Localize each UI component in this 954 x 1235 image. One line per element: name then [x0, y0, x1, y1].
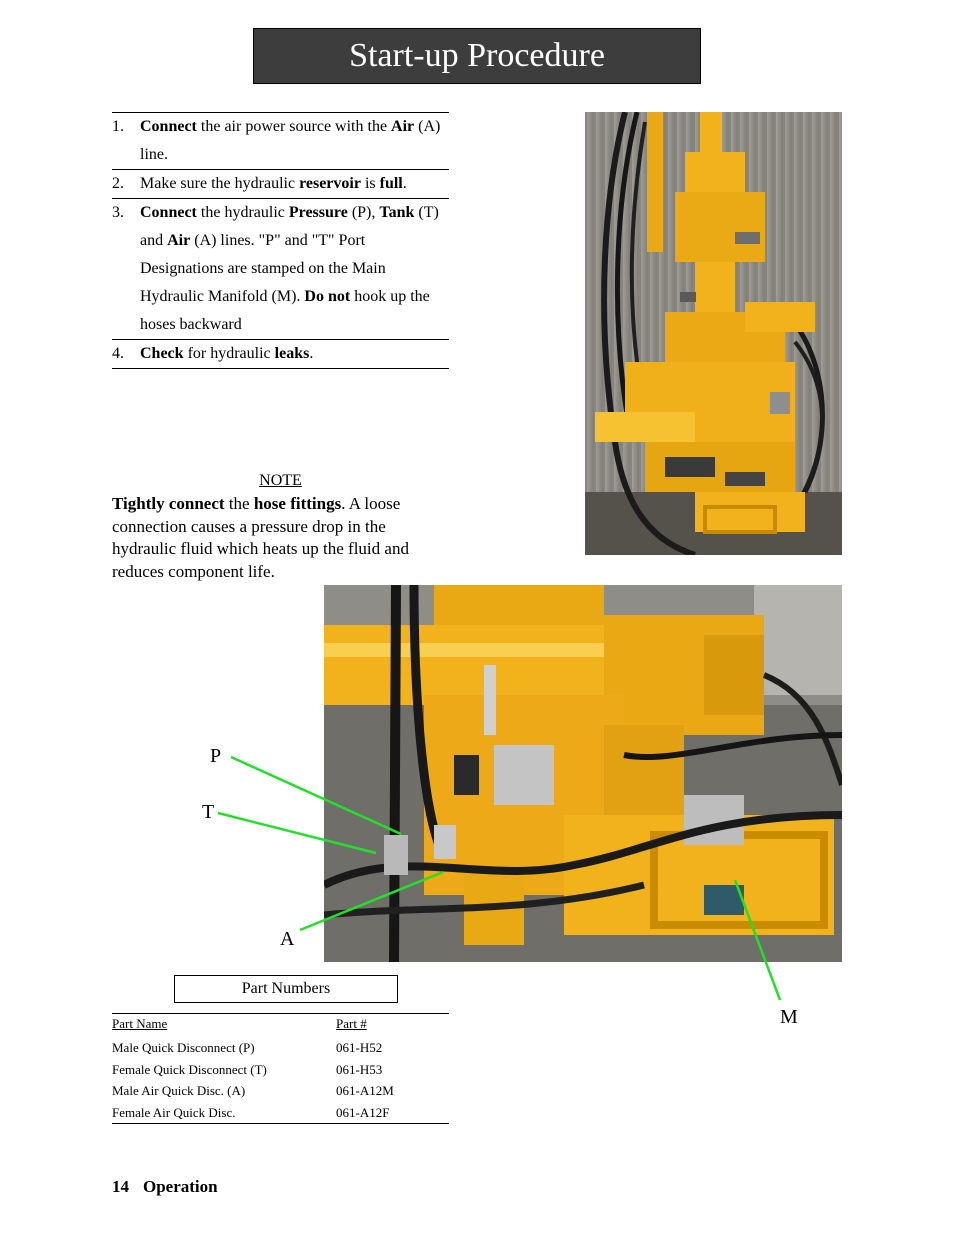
emphasized-text: Pressure [288, 204, 348, 221]
part-number: 061-A12F [336, 1104, 390, 1120]
parts-table [112, 1013, 449, 1124]
part-name: Male Air Quick Disc. (A) [112, 1083, 246, 1098]
callout-label-p: P [210, 745, 222, 767]
section-name: Operation [143, 1177, 218, 1196]
text-run: hook up the hoses backward [140, 288, 430, 333]
emphasized-text: Connect [140, 118, 197, 135]
text-run: (A) lines. "P" and "T" Port Designations are stamped on the Main Hydraulic Manifold (M). [140, 232, 386, 305]
callout-label-a: A [280, 928, 295, 950]
procedure-step [112, 170, 449, 199]
step-number: 2. [112, 175, 124, 192]
note-heading: NOTE [259, 472, 302, 489]
text-run: . [309, 345, 314, 362]
step-number: 4. [112, 345, 124, 362]
emphasized-text: reservoir [299, 175, 361, 192]
part-number: 061-H53 [336, 1061, 383, 1077]
step-text [140, 113, 449, 169]
emphasized-text: full [379, 175, 403, 192]
emphasized-text: Connect [140, 204, 197, 221]
page-footer [112, 1176, 218, 1198]
note-body [112, 493, 452, 583]
procedure-step [112, 199, 449, 340]
parts-table-header [112, 1015, 449, 1032]
procedure-step [112, 340, 449, 369]
procedure-steps [112, 112, 449, 369]
part-number: 061-A12M [336, 1083, 394, 1098]
emphasized-text: Air [167, 232, 191, 249]
emphasized-text: leaks [274, 345, 310, 362]
text-run: (T) and [140, 204, 439, 249]
emphasized-text: Air [391, 118, 415, 135]
emphasized-text: hose fittings [253, 494, 342, 513]
emphasized-text: Do not [304, 288, 351, 305]
part-numbers-label: Part Numbers [174, 975, 398, 1003]
text-run: is [360, 175, 380, 192]
emphasized-text: Tank [379, 204, 415, 221]
drill-assembly-illustration [585, 112, 842, 555]
text-run: the hydraulic [196, 204, 289, 221]
text-run: (P), [347, 204, 380, 221]
text-run: . [402, 175, 407, 192]
part-name: Male Quick Disconnect (P) [112, 1040, 255, 1055]
table-row [112, 1080, 449, 1102]
text-run: the air power source with the [196, 118, 392, 135]
manifold-photo [324, 585, 842, 962]
text-run: for hydraulic [183, 345, 275, 362]
part-name: Female Quick Disconnect (T) [112, 1061, 267, 1077]
text-run: . A loose connection causes a pressure drop in the hydraulic fluid which heats up the fluid and reduces component life. [112, 494, 409, 581]
text-run: (A) line. [140, 118, 441, 163]
step-text [140, 199, 449, 339]
manifold-illustration [324, 585, 842, 962]
procedure-step [112, 113, 449, 170]
table-row [112, 1102, 449, 1124]
step-text [140, 170, 449, 198]
step-number: 3. [112, 204, 124, 221]
text-run: Make sure the hydraulic [140, 175, 300, 192]
emphasized-text: Check [140, 345, 184, 362]
step-text [140, 340, 449, 368]
emphasized-text: Tightly connect [112, 494, 225, 513]
text-run: the [224, 494, 254, 513]
part-number: 061-H52 [336, 1040, 383, 1055]
header-part-number: Part # [336, 1016, 367, 1031]
callout-label-t: T [202, 801, 215, 823]
callout-label-m: M [780, 1006, 798, 1028]
page-title-banner [253, 28, 701, 84]
page-title: Start-up Procedure [349, 37, 605, 74]
header-part-name: Part Name [112, 1016, 168, 1031]
drill-assembly-photo [585, 112, 842, 555]
table-row [112, 1059, 449, 1081]
part-name: Female Air Quick Disc. [112, 1104, 236, 1120]
table-row [112, 1037, 449, 1059]
step-number: 1. [112, 118, 124, 135]
page-number: 14 [112, 1177, 129, 1196]
